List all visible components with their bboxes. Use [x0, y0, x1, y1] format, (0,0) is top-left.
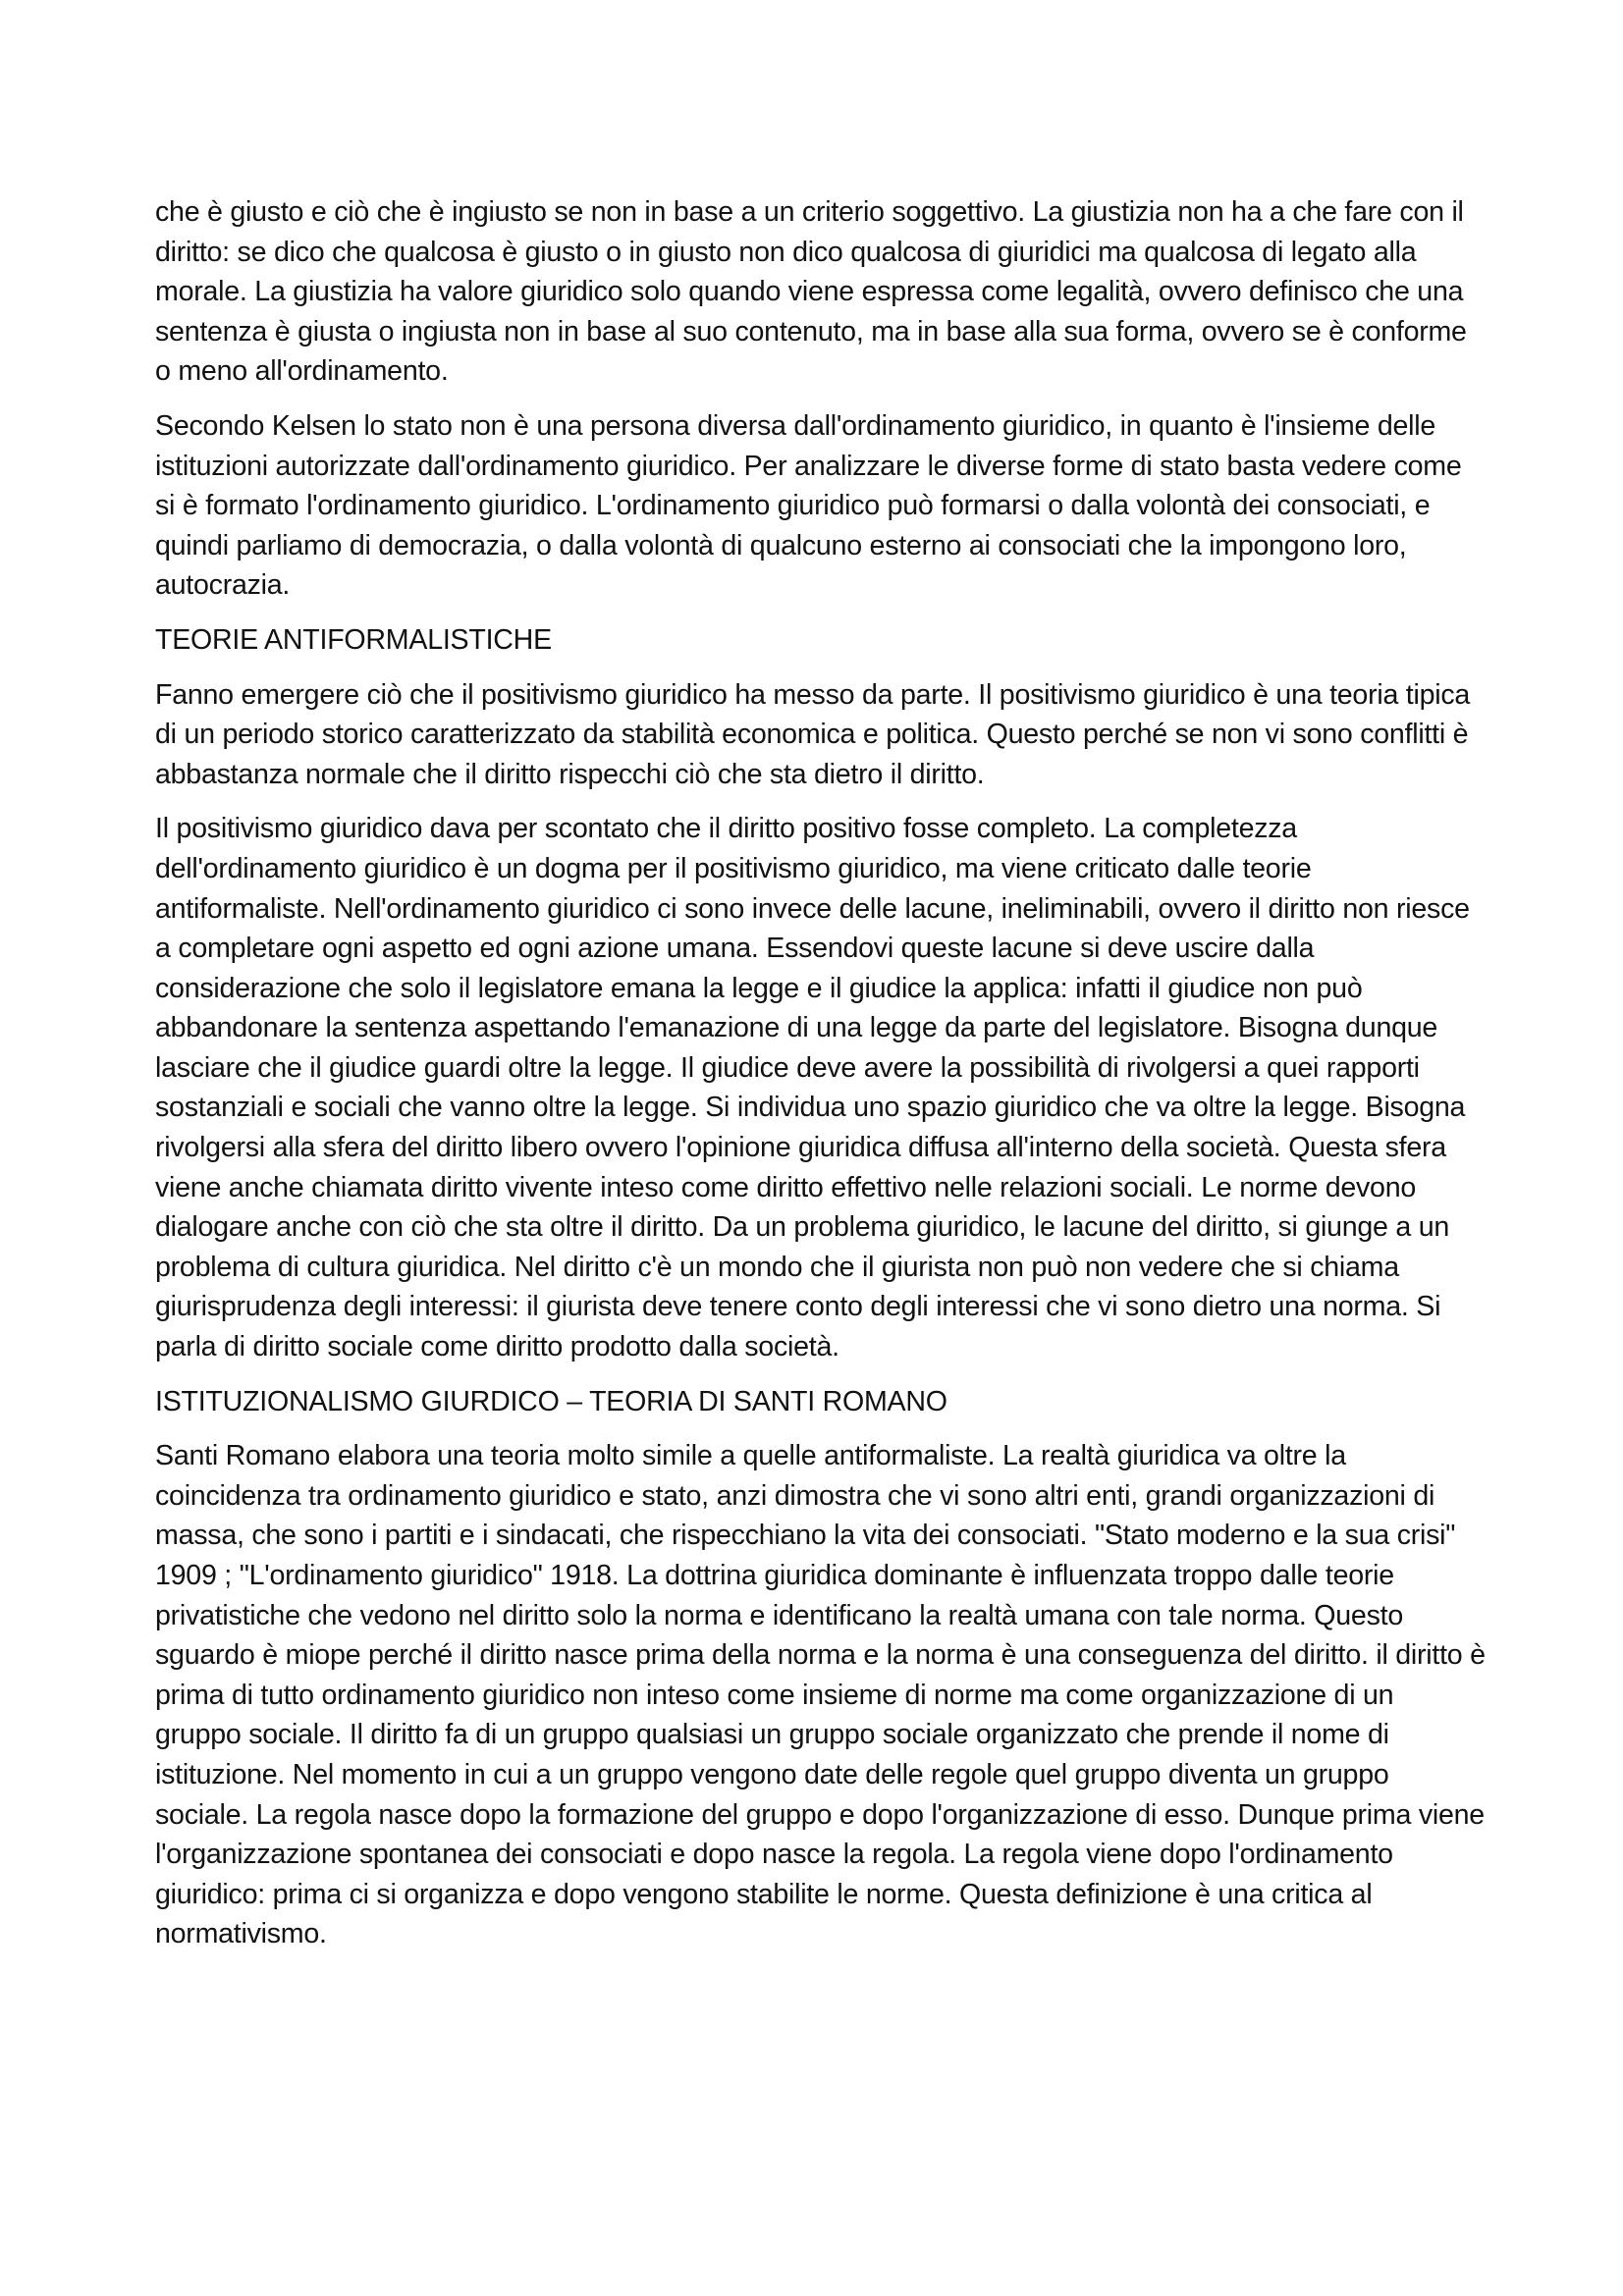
section-heading-istituzionalismo: ISTITUZIONALISMO GIURDICO – TEORIA DI SANTI ROMANO [155, 1385, 947, 1417]
document-page [155, 192, 1487, 1969]
paragraph-giustizia: che è giusto e ciò che è ingiusto se non in base a un criterio soggettivo. La giustizia non ha a che fare con il diritto: se dico che qualcosa è giusto o in giusto non dico qualcosa di giuridici ma qualcosa di legato alla morale. La giustizia ha valore giuridico solo quando viene espressa come legalità, ovvero definisco che una sentenza è giusta o ingiusta non in base al suo contenuto, ma in base alla sua forma, ovvero se è conforme o meno all'ordinamento. [155, 196, 1467, 388]
paragraph-positivismo-intro: Fanno emergere ciò che il positivismo giuridico ha messo da parte. Il positivismo giuridico è una teoria tipica di un periodo storico caratterizzato da stabilità economica e politica. Questo perché se non vi sono conflitti è abbastanza normale che il diritto rispecchi ciò che sta dietro il diritto. [155, 678, 1471, 790]
paragraph-lacune: Il positivismo giuridico dava per scontato che il diritto positivo fosse completo. La completezza dell'ordinamento giuridico è un dogma per il positivismo giuridico, ma viene criticato dalle teorie antiformaliste. Nell'ordinamento giuridico ci sono invece delle lacune, ineliminabili, ovvero il diritto non riesce a completare ogni aspetto ed ogni azione umana. Essendovi queste lacune si deve uscire dalla considerazione che solo il legislatore emana la legge e il giudice la applica: infatti il giudice non può abbandonare la sentenza aspettando l'emanazione di una legge da parte del legislatore. Bisogna dunque lasciare che il giudice guardi oltre la legge. Il giudice deve avere la possibilità di rivolgersi a quei rapporti sostanziali e sociali che vanno oltre la legge. Si individua uno spazio giuridico che va oltre la legge. Bisogna rivolgersi alla sfera del diritto libero ovvero l'opinione giuridica diffusa all'interno della società. Questa sfera viene anche chiamata diritto vivente inteso come diritto effettivo nelle relazioni sociali. Le norme devono dialogare anche con ciò che sta oltre il diritto. Da un problema giuridico, le lacune del diritto, si giunge a un problema di cultura giuridica. Nel diritto c'è un mondo che il giurista non può non vedere che si chiama giurisprudenza degli interessi: il giurista deve tenere conto degli interessi che vi sono dietro una norma. Si parla di diritto sociale come diritto prodotto dalla società. [155, 813, 1470, 1363]
section-heading-antiformalistiche: TEORIE ANTIFORMALISTICHE [155, 623, 552, 656]
paragraph-santi-romano: Santi Romano elabora una teoria molto simile a quelle antiformaliste. La realtà giuridica va oltre la coincidenza tra ordinamento giuridico e stato, anzi dimostra che vi sono altri enti, grandi organizzazioni di massa, che sono i partiti e i sindacati, che rispecchiano la vita dei consociati. "Stato moderno e la sua crisi" 1909 ; "L'ordinamento giuridico" 1918. La dottrina giuridica dominante è influenzata troppo dalle teorie privatistiche che vedono nel diritto solo la norma e identificano la realtà umana con tale norma. Questo sguardo è miope perché il diritto nasce prima della norma e la norma è una conseguenza del diritto. il diritto è prima di tutto ordinamento giuridico non inteso come insieme di norme ma come organizzazione di un gruppo sociale. Il diritto fa di un gruppo qualsiasi un gruppo sociale organizzato che prende il nome di istituzione. Nel momento in cui a un gruppo vengono date delle regole quel gruppo diventa un gruppo sociale. La regola nasce dopo la formazione del gruppo e dopo l'organizzazione di esso. Dunque prima viene l'organizzazione spontanea dei consociati e dopo nasce la regola. La regola viene dopo l'ordinamento giuridico: prima ci si organizza e dopo vengono stabilite le norme. Questa definizione è una critica al normativismo. [155, 1440, 1486, 1950]
paragraph-kelsen-stato: Secondo Kelsen lo stato non è una persona diversa dall'ordinamento giuridico, in quanto è l'insieme delle istituzioni autorizzate dall'ordinamento giuridico. Per analizzare le diverse forme di stato basta vedere come si è formato l'ordinamento giuridico. L'ordinamento giuridico può formarsi o dalla volontà dei consociati, e quindi parliamo di democrazia, o dalla volontà di qualcuno esterno ai consociati che la impongono loro, autocrazia. [155, 409, 1462, 602]
